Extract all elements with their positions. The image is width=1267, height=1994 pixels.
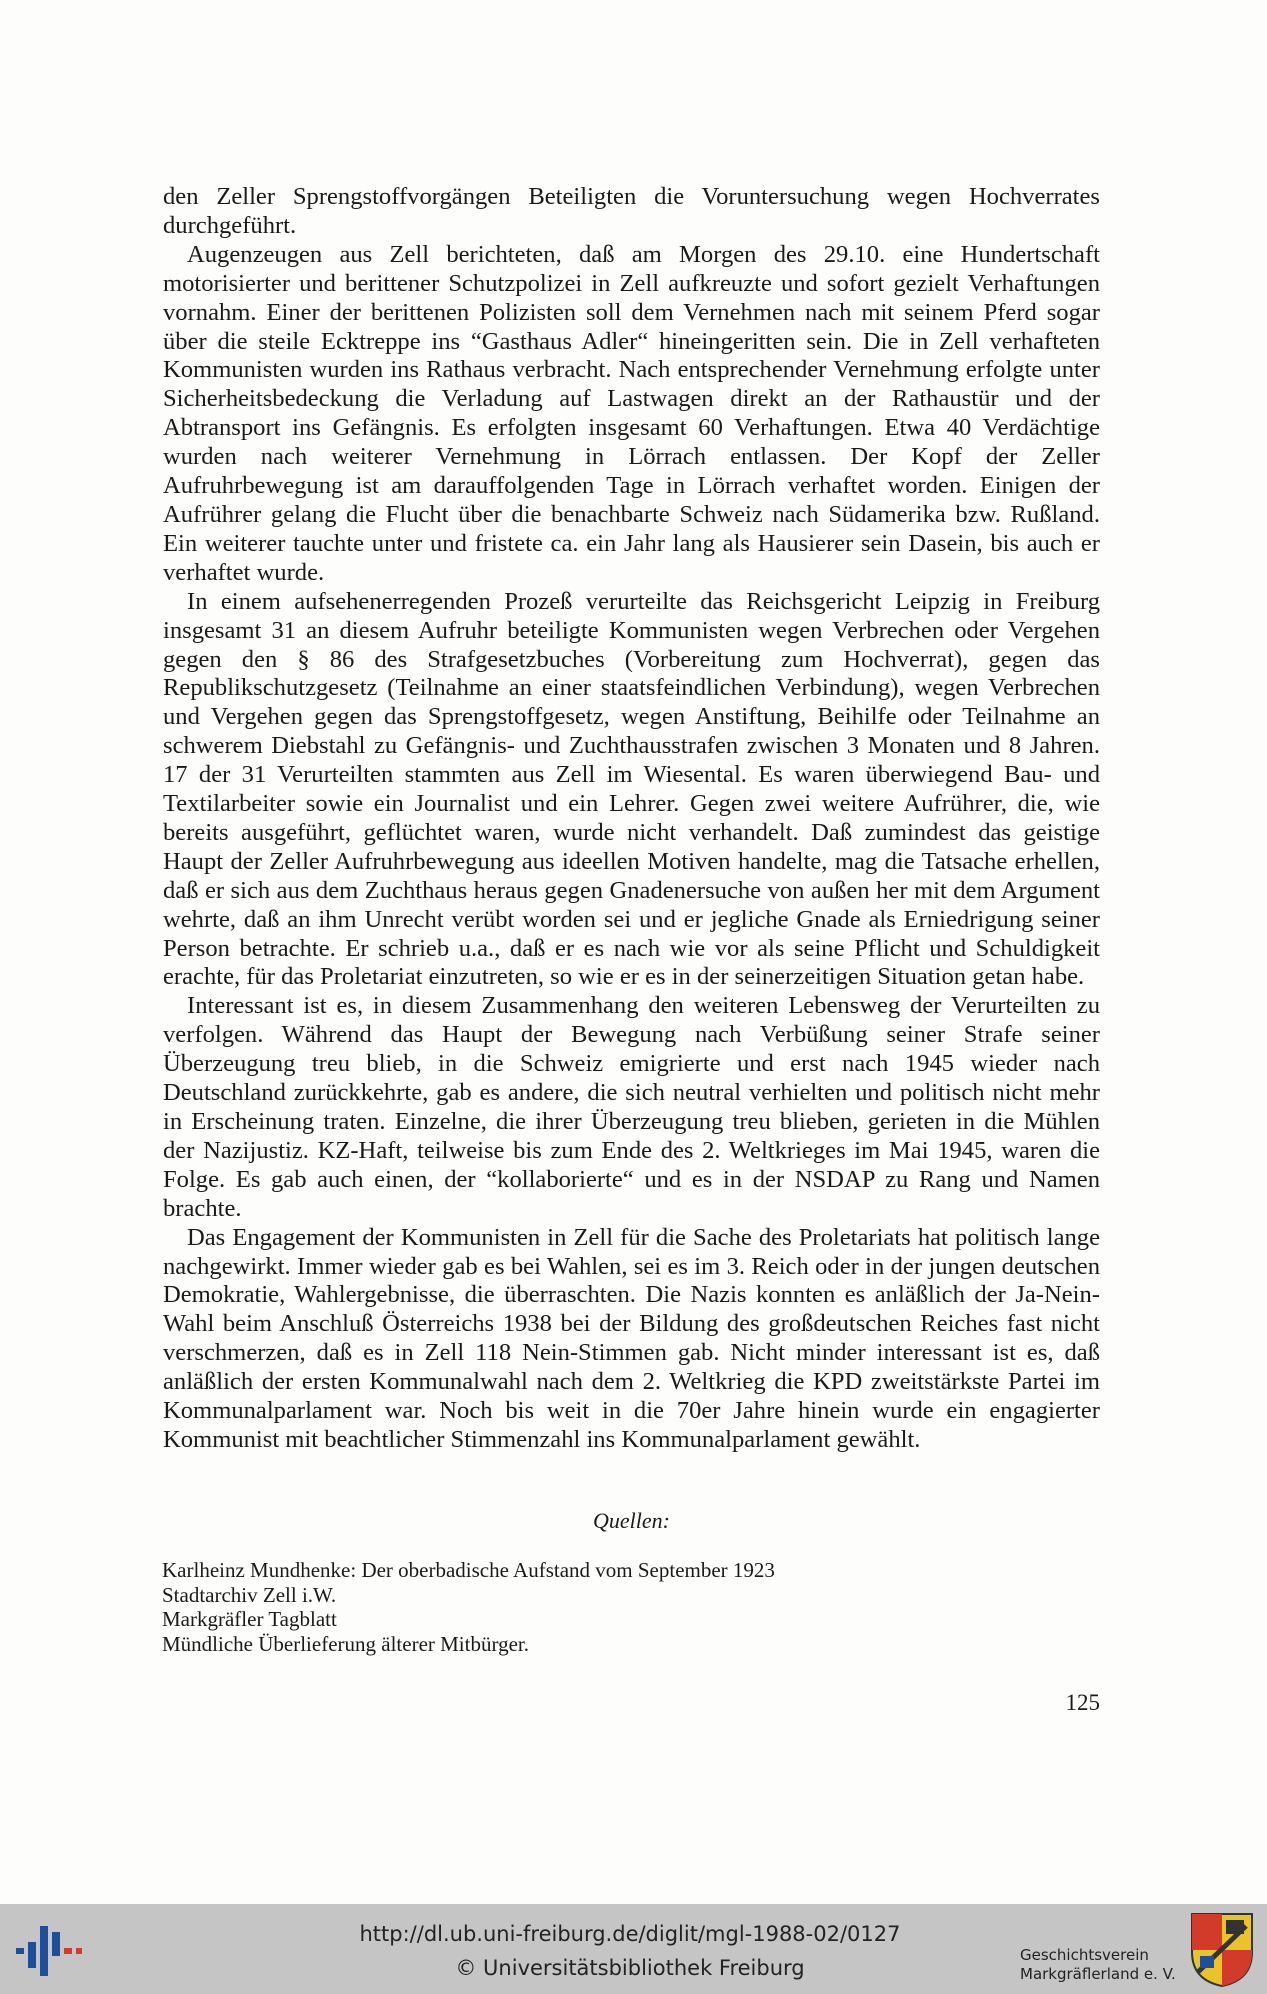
body-text [163,183,1100,1455]
coat-of-arms-icon [1190,1912,1254,1988]
footer-bar [0,1904,1267,1994]
sources-list [162,1558,1062,1656]
source-item: Mündliche Überlieferung älterer Mitbürger. [162,1631,529,1656]
society-name [1020,1946,1180,1984]
sources-heading: Quellen: [593,1508,670,1533]
footer-url-link[interactable]: http://dl.ub.uni-freiburg.de/diglit/mgl-1988-02/0127 [359,1922,901,1946]
paragraph: In einem aufsehenerregenden Prozeß verurteilte das Reichsgericht Leipzig in Freiburg insgesamt 31 an diesem Aufruhr beteiligte Kommunisten wegen Verbrechen oder Vergehen gegen den § 86 des Strafgesetzbuches (Vorbereitung zum Hochverrat), gegen das Republikschutzgesetz (Teilnahme an einer staatsfeindlichen Verbindung), wegen Verbrechen und Vergehen gegen das Sprengstoffgesetz, wegen Anstiftung, Beihilfe oder Teilnahme an schwerem Diebstahl zu Gefängnis- und Zuchthausstrafen zwischen 3 Monaten und 8 Jahren. 17 der 31 Verurteilten stammten aus Zell im Wiesental. Es waren überwiegend Bau- und Textilarbeiter sowie ein Journalist und ein Lehrer. Gegen zwei weitere Aufrührer, die, wie bereits ausgeführt, geflüchtet waren, wurde nicht verhandelt. Daß zumindest das geistige Haupt der Zeller Aufruhrbewegung aus ideellen Motiven handelte, mag die Tatsache erhellen, daß er sich aus dem Zuchthaus heraus gegen Gnadenersuche von außen her mit dem Argument wehrte, daß an ihm Unrecht verübt worden sei und er jegliche Gnade als Erniedrigung seiner Person betrachte. Er schrieb u.a., daß er es nach wie vor als seine Pflicht und Schuldigkeit erachte, für das Proletariat einzutreten, so wie er es in der seinerzeitigen Situation getan habe. [163,587,1100,991]
paragraph: Interessant ist es, in diesem Zusammenhang den weiteren Lebensweg der Verurteilten zu verfolgen. Während das Haupt der Bewegung nach Verbüßung seiner Strafe seiner Überzeugung treu blieb, in die Schweiz emigrierte und erst nach 1945 wieder nach Deutschland zurückkehrte, gab es andere, die sich neutral verhielten und politisch nicht mehr in Erscheinung traten. Einzelne, die ihrer Überzeugung treu blieben, gerieten in die Mühlen der Nazijustiz. KZ-Haft, teilweise bis zum Ende des 2. Weltkrieges im Mai 1945, waren die Folge. Es gab auch einen, der “kollaborierte“ und es in der NSDAP zu Rang und Namen brachte. [163,992,1100,1222]
ub-freiburg-logo-icon[interactable] [14,1918,84,1982]
footer-copyright: © Universitätsbibliothek Freiburg [455,1956,805,1980]
source-item: Stadtarchiv Zell i.W. [162,1582,337,1607]
paragraph: Augenzeugen aus Zell berichteten, daß am Morgen des 29.10. eine Hundertschaft motorisierter und berittener Schutzpolizei in Zell aufkreuzte und sofort gezielt Verhaftungen vornahm. Einer der berittenen Polizisten soll dem Vernehmen nach mit seinem Pferd sogar über die steile Ecktreppe ins “Gasthaus Adler“ hineingeritten sein. Die in Zell verhafteten Kommunisten wurden ins Rathaus verbracht. Nach entsprechender Vernehmung erfolgte unter Sicherheitsbedeckung die Verladung auf Lastwagen direkt an der Rathaustür und der Abtransport ins Gefängnis. Es erfolgten insgesamt 60 Verhaftungen. Etwa 40 Verdächtige wurden nach weiterer Vernehmung in Lörrach entlassen. Der Kopf der Zeller Aufruhrbewegung ist am darauffolgenden Tage in Lörrach verhaftet worden. Einigen der Aufrührer gelang die Flucht über die benachbarte Schweiz nach Südamerika bzw. Rußland. Ein weiterer tauchte unter und fristete ca. ein Jahr lang als Hausierer sein Dasein, bis auch er verhaftet wurde. [163,240,1100,586]
source-item: Karlheinz Mundhenke: Der oberbadische Aufstand vom September 1923 [162,1558,775,1582]
paragraph: Das Engagement der Kommunisten in Zell für die Sache des Proletariats hat politisch lange nachgewirkt. Immer wieder gab es bei Wahlen, sei es im 3. Reich oder in der jungen deutschen Demokratie, Wahlergebnisse, die überraschten. Die Nazis konnten es anläßlich der Ja-Nein-Wahl beim Anschluß Österreichs 1938 bei der Bildung des großdeutschen Reiches fast nicht verschmerzen, daß es in Zell 118 Nein-Stimmen gab. Nicht minder interessant ist es, daß anläßlich der ersten Kommunalwahl nach dem 2. Weltkrieg die KPD zweitstärkste Partei im Kommunalparlament war. Noch bis weit in die 70er Jahre hinein wurde ein engagierter Kommunist mit beachtlicher Stimmenzahl ins Kommunalparlament gewählt. [163,1223,1100,1453]
paragraph: den Zeller Sprengstoffvorgängen Beteiligten die Voruntersuchung wegen Hochverrates durchgeführt. [163,183,1100,239]
page-number: 125 [1065,1690,1100,1715]
society-line: Geschichtsverein [1020,1946,1149,1964]
society-line: Markgräflerland e. V. [1020,1965,1176,1983]
source-item: Markgräfler Tagblatt [162,1607,337,1631]
